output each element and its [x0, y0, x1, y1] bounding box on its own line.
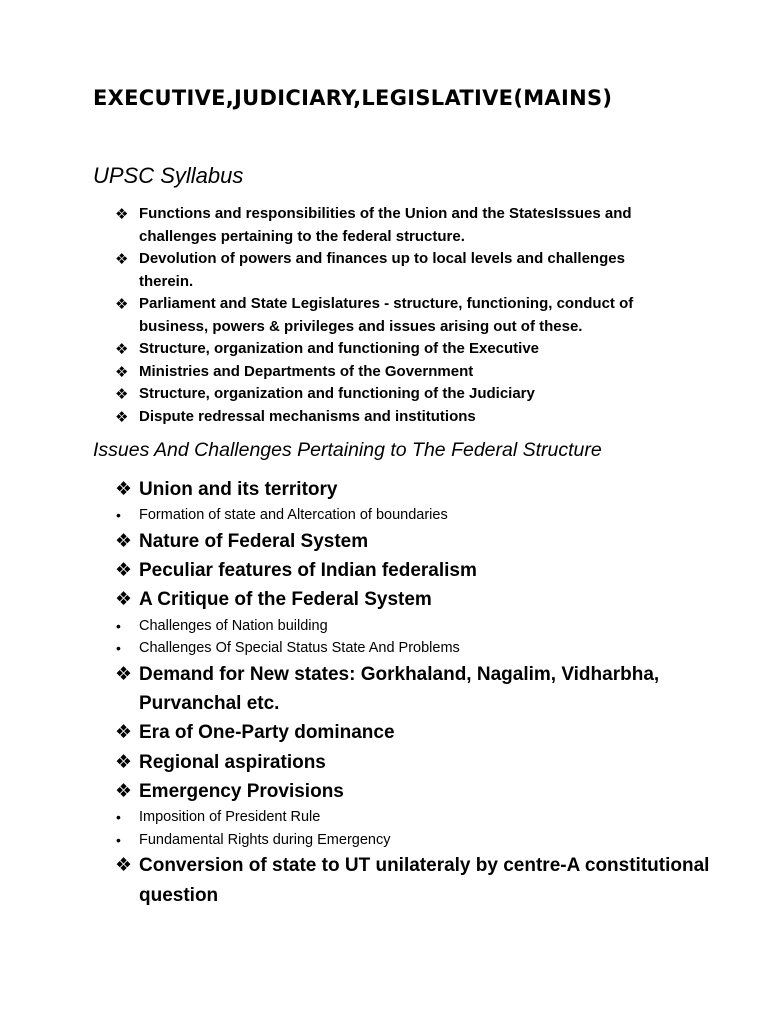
syllabus-list — [115, 203, 675, 428]
diamond-bullet-icon: ❖ — [115, 662, 133, 685]
issues-heading: Issues And Challenges Pertaining to The Federal Structure — [93, 439, 602, 461]
diamond-bullet-icon: ❖ — [115, 588, 133, 611]
syllabus-item-text: Structure, organization and functioning of the Judiciary — [139, 385, 535, 402]
diamond-bullet-icon: ❖ — [115, 779, 133, 802]
diamond-bullet-icon: ❖ — [115, 295, 129, 313]
issues-list — [115, 475, 715, 910]
issue-topic-text: Peculiar features of Indian federalism — [139, 560, 477, 582]
diamond-bullet-icon: ❖ — [115, 250, 129, 268]
list-item — [115, 248, 675, 293]
syllabus-item-text: Functions and responsibilities of the Union and the StatesIssues and challenges pertaining to the federal structure. — [139, 205, 632, 245]
syllabus-item-text: Structure, organization and functioning of the Executive — [139, 340, 540, 357]
list-item — [115, 338, 675, 361]
issue-topic-text: Emergency Provisions — [139, 780, 344, 802]
list-item — [115, 383, 675, 406]
syllabus-item-text: Devolution of powers and finances up to local levels and challenges therein. — [139, 250, 625, 290]
syllabus-heading: UPSC Syllabus — [93, 163, 244, 188]
syllabus-item-text: Parliament and State Legislatures - structure, functioning, conduct of business, powers & privileges and issues arising out of these. — [139, 295, 634, 335]
issue-subtopic-text: Challenges Of Special Status State And Problems — [139, 640, 460, 657]
list-item — [115, 777, 715, 806]
syllabus-item-text: Dispute redressal mechanisms and institutions — [139, 407, 476, 425]
list-item — [115, 660, 715, 718]
issue-topic-text: Demand for New states: Gorkhaland, Nagalim, Vidharbha, Purvanchal etc. — [139, 663, 660, 715]
issue-topic-text: Nature of Federal System — [139, 530, 369, 552]
list-item — [115, 361, 675, 384]
list-item — [115, 637, 715, 660]
list-item — [115, 406, 675, 429]
diamond-bullet-icon: ❖ — [115, 721, 133, 744]
diamond-bullet-icon: ❖ — [115, 559, 133, 582]
dot-bullet-icon: • — [116, 640, 121, 657]
list-item — [115, 615, 715, 638]
issue-subtopic-text: Challenges of Nation building — [139, 617, 328, 634]
diamond-bullet-icon: ❖ — [115, 362, 129, 381]
diamond-bullet-icon: ❖ — [115, 854, 133, 877]
dot-bullet-icon: • — [116, 507, 121, 524]
diamond-bullet-icon: ❖ — [115, 385, 129, 403]
issue-subtopic-text: Fundamental Rights during Emergency — [139, 831, 391, 848]
diamond-bullet-icon: ❖ — [115, 529, 133, 552]
dot-bullet-icon: • — [116, 831, 121, 848]
dot-bullet-icon: • — [116, 617, 121, 634]
document-title: EXECUTIVE,JUDICIARY,LEGISLATIVE(MAINS) — [93, 86, 613, 110]
issue-subtopic-text: Formation of state and Altercation of boundaries — [139, 507, 448, 524]
list-item — [115, 504, 715, 527]
syllabus-item-text: Ministries and Departments of the Government — [139, 362, 474, 380]
issue-topic-text: Era of One-Party dominance — [139, 722, 395, 744]
list-item — [115, 748, 715, 777]
diamond-bullet-icon: ❖ — [115, 205, 129, 223]
list-item — [115, 203, 675, 248]
list-item — [115, 806, 715, 829]
list-item — [115, 556, 715, 585]
issue-topic-text: Regional aspirations — [139, 751, 326, 773]
issue-subtopic-text: Imposition of President Rule — [139, 808, 321, 825]
diamond-bullet-icon: ❖ — [115, 750, 133, 773]
list-item — [115, 475, 715, 504]
list-item — [115, 527, 715, 556]
list-item — [115, 585, 715, 614]
issue-topic-text: Conversion of state to UT unilateraly by centre-A constitutional question — [139, 855, 710, 906]
list-item — [115, 718, 715, 747]
diamond-bullet-icon: ❖ — [115, 340, 129, 358]
issue-topic-text: A Critique of the Federal System — [139, 589, 432, 611]
issue-topic-text: Union and its territory — [139, 479, 338, 500]
list-item — [115, 293, 675, 338]
diamond-bullet-icon: ❖ — [115, 478, 133, 500]
dot-bullet-icon: • — [116, 808, 121, 825]
list-item — [115, 851, 715, 909]
list-item — [115, 829, 715, 852]
diamond-bullet-icon: ❖ — [115, 407, 129, 426]
